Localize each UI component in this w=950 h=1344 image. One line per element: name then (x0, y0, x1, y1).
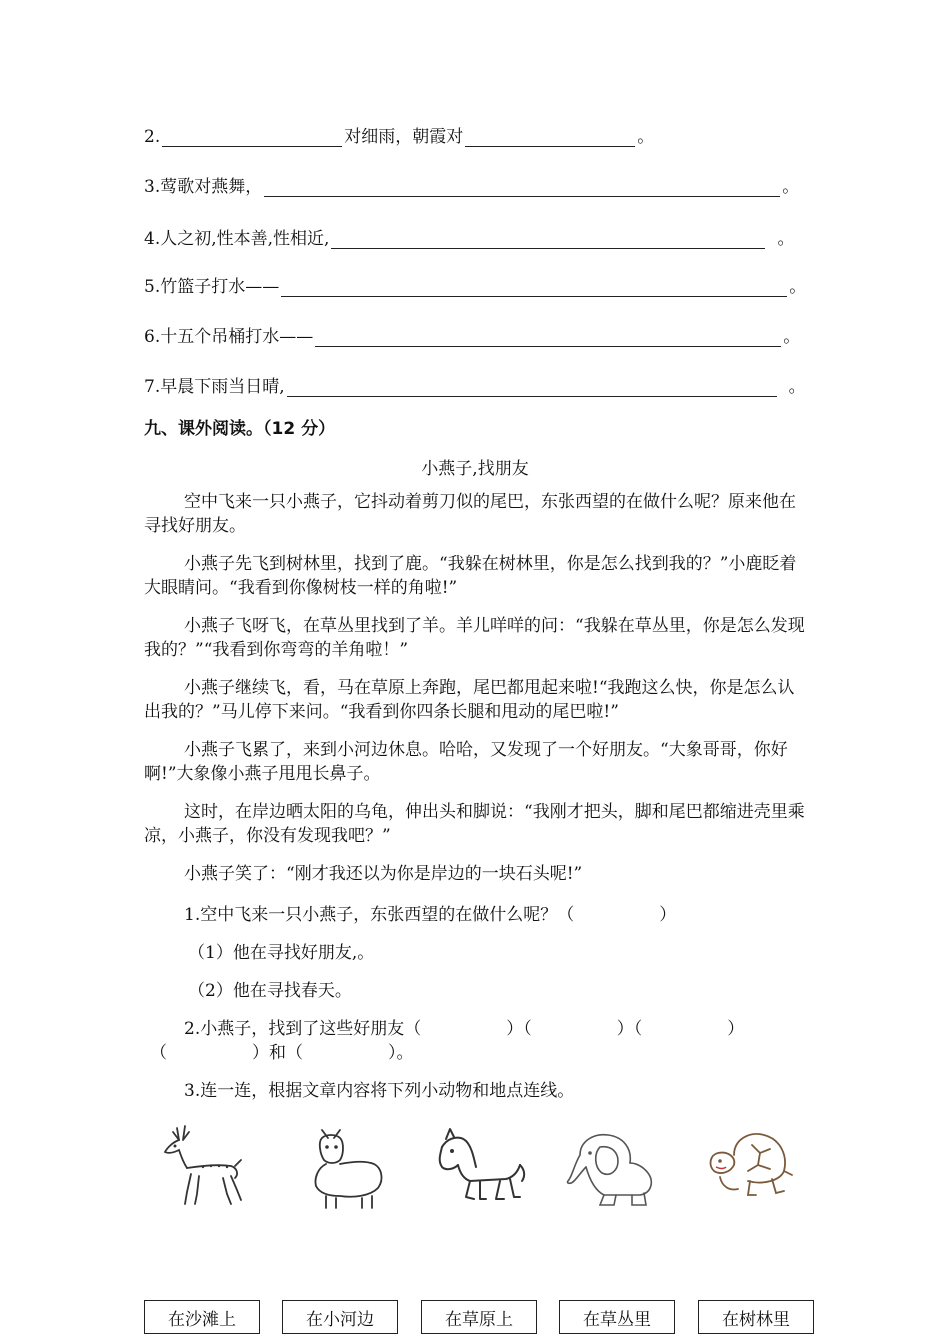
answer-blank[interactable] (264, 178, 780, 197)
turtle-icon[interactable] (700, 1125, 795, 1210)
question-3: 3.连一连，根据文章内容将下列小动物和地点连线。 (184, 1081, 575, 1101)
answer-blank[interactable] (331, 230, 765, 249)
horse-icon[interactable] (430, 1125, 530, 1215)
fill-line-2-middle: 对细雨，朝霞对 (344, 127, 464, 147)
fill-line-4 (144, 224, 794, 249)
place-box-grassland[interactable]: 在草原上 (421, 1300, 537, 1334)
fill-line-2-prefix: 2. (144, 127, 161, 147)
question-2-line-1: 2.小燕子，找到了这些好朋友（ ）（ ）（ ） (184, 1019, 745, 1039)
answer-blank[interactable] (162, 128, 342, 147)
paragraph: 小燕子笑了：“刚才我还以为你是岸边的一块石头呢!” (184, 864, 583, 884)
paragraph: 这时，在岸边晒太阳的乌龟，伸出头和脚说：“我刚才把头，脚和尾巴都缩进壳里乘凉，小燕子，你没有发现我吧？” (144, 802, 805, 846)
answer-blank[interactable] (315, 328, 781, 347)
question-2-line-2: （ ）和（ ）。 (150, 1043, 414, 1063)
paragraph: 小燕子飞呀飞，在草丛里找到了羊。羊儿咩咩的问：“我躲在草丛里，你是怎么发现我的？”“我看到你弯弯的羊角啦！” (144, 616, 805, 660)
sheep-icon[interactable] (300, 1120, 395, 1215)
fill-line-3 (144, 172, 799, 197)
fill-line-4-prefix: 4.人之初,性本善,性相近, (144, 229, 330, 249)
place-box-river[interactable]: 在小河边 (282, 1300, 398, 1334)
fill-line-5 (144, 272, 806, 297)
place-box-beach[interactable]: 在沙滩上 (144, 1300, 260, 1334)
fill-line-7-prefix: 7.早晨下雨当日晴, (144, 377, 285, 397)
answer-blank[interactable] (465, 128, 635, 147)
place-box-grass-clump[interactable]: 在草丛里 (559, 1300, 675, 1334)
fill-line-2 (144, 122, 654, 147)
question-1-option-1[interactable]: （1）他在寻找好朋友,。 (188, 943, 375, 963)
place-box-forest[interactable]: 在树林里 (698, 1300, 814, 1334)
paragraph: 小燕子继续飞，看，马在草原上奔跑，尾巴都甩起来啦!“我跑这么快，你是怎么认出我的？”马儿停下来问。“我看到你四条长腿和甩动的尾巴啦!” (144, 678, 795, 722)
fill-line-5-prefix: 5.竹篮子打水—— (144, 277, 280, 297)
answer-blank[interactable] (287, 378, 777, 397)
story-title: 小燕子,找朋友 (421, 459, 529, 479)
elephant-icon[interactable] (560, 1125, 660, 1215)
fill-line-7-suffix: 。 (788, 377, 806, 397)
fill-line-4-suffix: 。 (777, 229, 795, 249)
answer-blank[interactable] (281, 278, 787, 297)
paragraph: 小燕子先飞到树林里，找到了鹿。“我躲在树林里，你是怎么找到我的？”小鹿眨着大眼睛问。“我看到你像树枝一样的角啦!” (144, 554, 797, 598)
fill-line-6 (144, 322, 800, 347)
paragraph: 小燕子飞累了，来到小河边休息。哈哈，又发现了一个好朋友。“大象哥哥，你好啊!”大象像小燕子甩甩长鼻子。 (144, 740, 788, 784)
paragraph: 空中飞来一只小燕子，它抖动着剪刀似的尾巴，东张西望的在做什么呢？原来他在寻找好朋友。 (144, 492, 796, 536)
fill-line-6-prefix: 6.十五个吊桶打水—— (144, 327, 314, 347)
deer-icon[interactable] (155, 1120, 250, 1215)
fill-line-7 (144, 372, 806, 397)
fill-line-6-suffix: 。 (783, 327, 801, 347)
question-1: 1.空中飞来一只小燕子，东张西望的在做什么呢？（ ） (184, 905, 677, 925)
fill-line-3-prefix: 3.莺歌对燕舞， (144, 177, 263, 197)
section-heading: 九、课外阅读。（12 分） (144, 419, 336, 439)
fill-line-3-suffix: 。 (782, 177, 800, 197)
fill-line-2-suffix: 。 (637, 127, 655, 147)
fill-line-5-suffix: 。 (789, 277, 807, 297)
question-1-option-2[interactable]: （2）他在寻找春天。 (188, 981, 352, 1001)
